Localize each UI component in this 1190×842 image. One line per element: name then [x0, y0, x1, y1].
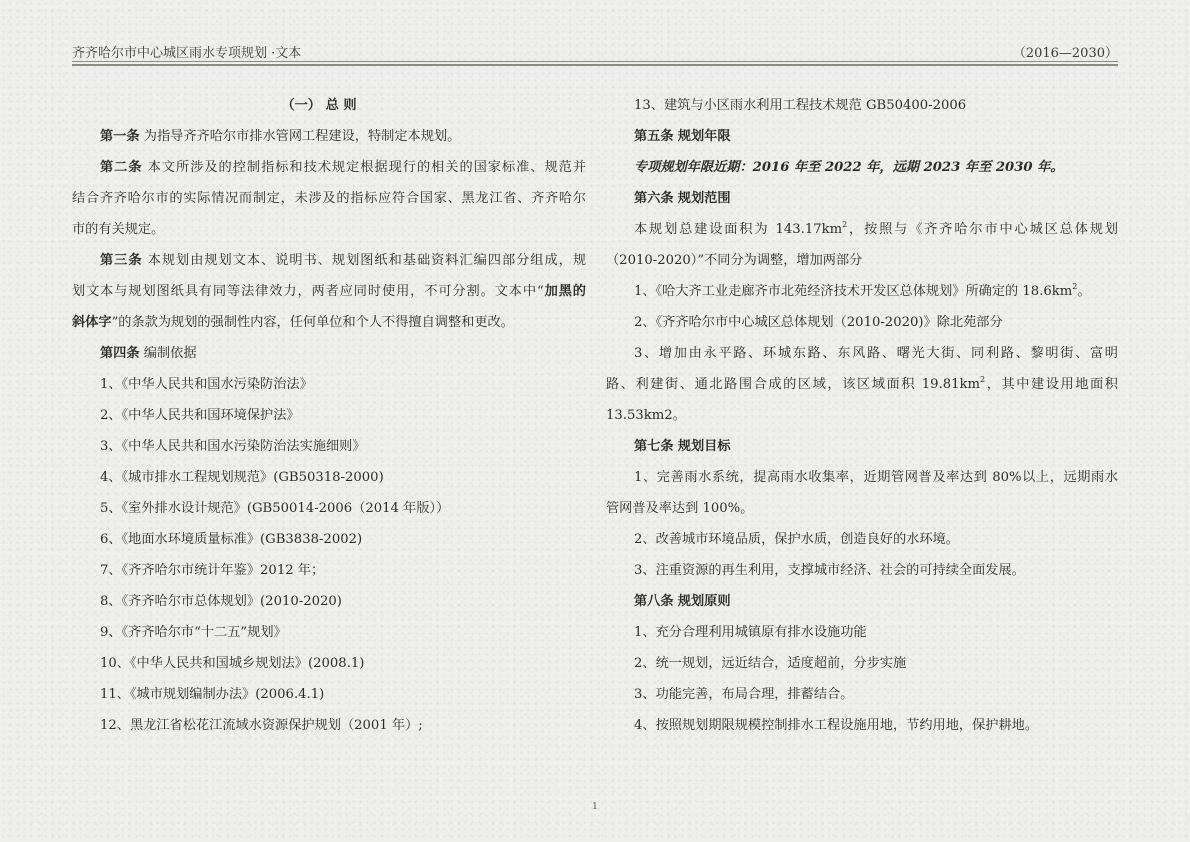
article-5-mandatory-text: 专项规划年限近期：2016 年至 2022 年，远期 2023 年至 2030 年。 — [634, 160, 1064, 175]
article-8-item: 3、功能完善，布局合理，排蓄结合。 — [634, 687, 854, 702]
article-6-text-1a: 本规划总建设面积为 143.17km — [634, 222, 843, 237]
superscript-2: 2 — [980, 375, 986, 384]
article-3-line-1 — [72, 249, 586, 280]
basis-item: 7、《齐齐哈尔市统计年鉴》2012 年； — [100, 563, 325, 578]
article-6-para-1 — [606, 218, 1118, 249]
article-6-item-3-line-3: 13.53km2。 — [606, 408, 686, 423]
article-6-text-1b: ，按照与《齐齐哈尔市中心城区总体规划 — [847, 222, 1118, 237]
article-8-item: 1、充分合理利用城镇原有排水设施功能 — [634, 625, 867, 640]
article-3-text-3: ”的条款为规划的强制性内容，任何单位和个人不得擅自调整和更改。 — [111, 315, 514, 330]
basis-item: 8、《齐齐哈尔市总体规划》(2010-2020) — [100, 594, 342, 609]
article-1-label: 第一条 — [100, 129, 140, 144]
basis-item: 4、《城市排水工程规划规范》(GB50318-2000) — [100, 470, 384, 485]
basis-item: 3、《中华人民共和国水污染防治法实施细则》 — [100, 439, 366, 454]
article-7-item-1-line-2: 管网普及率达到 100%。 — [606, 501, 754, 516]
header-rule-thin — [72, 61, 1118, 62]
article-6-item-3-line-1: 3、增加由永平路、环城东路、东风路、曙光大街、同利路、黎明街、富明 — [634, 346, 1118, 361]
article-3-label: 第三条 — [100, 253, 143, 268]
article-8-text: 规划原则 — [677, 594, 731, 609]
article-8-item: 2、统一规划，远近结合，适度超前，分步实施 — [634, 656, 907, 671]
article-1-text: 为指导齐齐哈尔市排水管网工程建设，特制定本规划。 — [143, 129, 461, 144]
article-5-text: 规划年限 — [677, 129, 731, 144]
basis-item: 11、《城市规划编制办法》(2006.4.1) — [100, 687, 325, 702]
article-5-label: 第五条 — [634, 129, 674, 144]
article-8 — [606, 590, 1118, 621]
basis-item: 13、建筑与小区雨水利用工程技术规范 GB50400-2006 — [634, 98, 967, 113]
article-7-label: 第七条 — [634, 439, 674, 454]
article-4 — [72, 342, 586, 373]
article-6-item-2: 2、《齐齐哈尔市中心城区总体规划（2010-2020)》除北苑部分 — [634, 315, 1003, 330]
basis-item: 1、《中华人民共和国水污染防治法》 — [100, 377, 313, 392]
article-5 — [606, 125, 1118, 156]
article-6-item-1-text: 1、《哈大齐工业走廊齐市北苑经济技术开发区总体规划》所确定的 18.6km — [634, 284, 1073, 299]
article-6-item-1-end: 。 — [1077, 284, 1091, 299]
article-7 — [606, 435, 1118, 466]
document-years: （2016—2030） — [1012, 46, 1118, 61]
basis-item: 12、黑龙江省松花江流域水资源保护规划（2001 年）; — [100, 718, 423, 733]
left-column — [72, 94, 586, 745]
article-6 — [606, 187, 1118, 218]
superscript-2: 2 — [1072, 282, 1078, 291]
article-3-text-2: 划文本与规划图纸具有同等法律效力，两者应同时使用，不可分割。文本中“ — [72, 284, 544, 299]
page-header — [72, 42, 1118, 62]
basis-item: 5、《室外排水设计规范》(GB50014-2006（2014 年版）） — [100, 501, 450, 516]
article-2-line-2: 结合齐齐哈尔市的实际情况而制定，未涉及的指标应符合国家、黑龙江省、齐齐哈尔 — [72, 191, 586, 206]
article-8-label: 第八条 — [634, 594, 674, 609]
header-rule-thick — [72, 64, 1118, 66]
article-3-emphasis-1: 加黑的 — [543, 284, 586, 299]
article-6-text: 规划范围 — [677, 191, 731, 206]
article-6-item-3-text: 路、利建街、通北路围合成的区域，该区域面积 19.81km — [606, 377, 981, 392]
basis-item: 10、《中华人民共和国城乡规划法》(2008.1) — [100, 656, 365, 671]
document-title: 齐齐哈尔市中心城区雨水专项规划 ·文本 — [72, 46, 302, 61]
basis-item: 9、《齐齐哈尔市“十二五”规划》 — [100, 625, 287, 640]
article-4-text: 编制依据 — [143, 346, 197, 361]
article-1 — [72, 125, 586, 156]
article-3-text-1: 本规划由规划文本、说明书、规划图纸和基础资料汇编四部分组成，规 — [147, 253, 587, 268]
article-6-label: 第六条 — [634, 191, 674, 206]
article-7-item-2: 2、改善城市环境品质，保护水质，创造良好的水环境。 — [634, 532, 959, 547]
basis-item: 2、《中华人民共和国环境保护法》 — [100, 408, 300, 423]
section-title: （一） 总 则 — [281, 98, 357, 113]
basis-item: 6、《地面水环境质量标准》(GB3838-2002) — [100, 532, 363, 547]
article-6-para-2: （2010-2020）”不同分为调整，增加两部分 — [606, 253, 863, 268]
right-column — [606, 94, 1118, 745]
article-2-label: 第二条 — [100, 160, 143, 175]
article-4-label: 第四条 — [100, 346, 140, 361]
superscript-2: 2 — [842, 220, 848, 229]
page-number: 1 — [592, 802, 598, 812]
article-6-item-3-line-2 — [606, 373, 1118, 404]
article-8-item: 4、按照规划期限规模控制排水工程设施用地，节约用地，保护耕地。 — [634, 718, 1039, 733]
article-7-item-1-line-1: 1、完善雨水系统，提高雨水收集率，近期管网普及率达到 80%以上，远期雨水 — [634, 470, 1118, 485]
article-6-item-1 — [606, 280, 1118, 311]
article-3-line-3 — [72, 311, 586, 342]
article-2-line-1 — [72, 156, 586, 187]
article-2-text-1: 本文所涉及的控制指标和技术规定根据现行的相关的国家标准、规范并 — [147, 160, 587, 175]
article-3-line-2 — [72, 280, 586, 311]
article-7-item-3: 3、注重资源的再生利用，支撑城市经济、社会的可持续全面发展。 — [634, 563, 1025, 578]
article-3-emphasis-2: 斜体字 — [72, 315, 112, 330]
article-2-line-3: 市的有关规定。 — [72, 222, 165, 237]
article-7-text: 规划目标 — [677, 439, 731, 454]
article-6-item-3-text-b: ，其中建设用地面积 — [985, 377, 1118, 392]
